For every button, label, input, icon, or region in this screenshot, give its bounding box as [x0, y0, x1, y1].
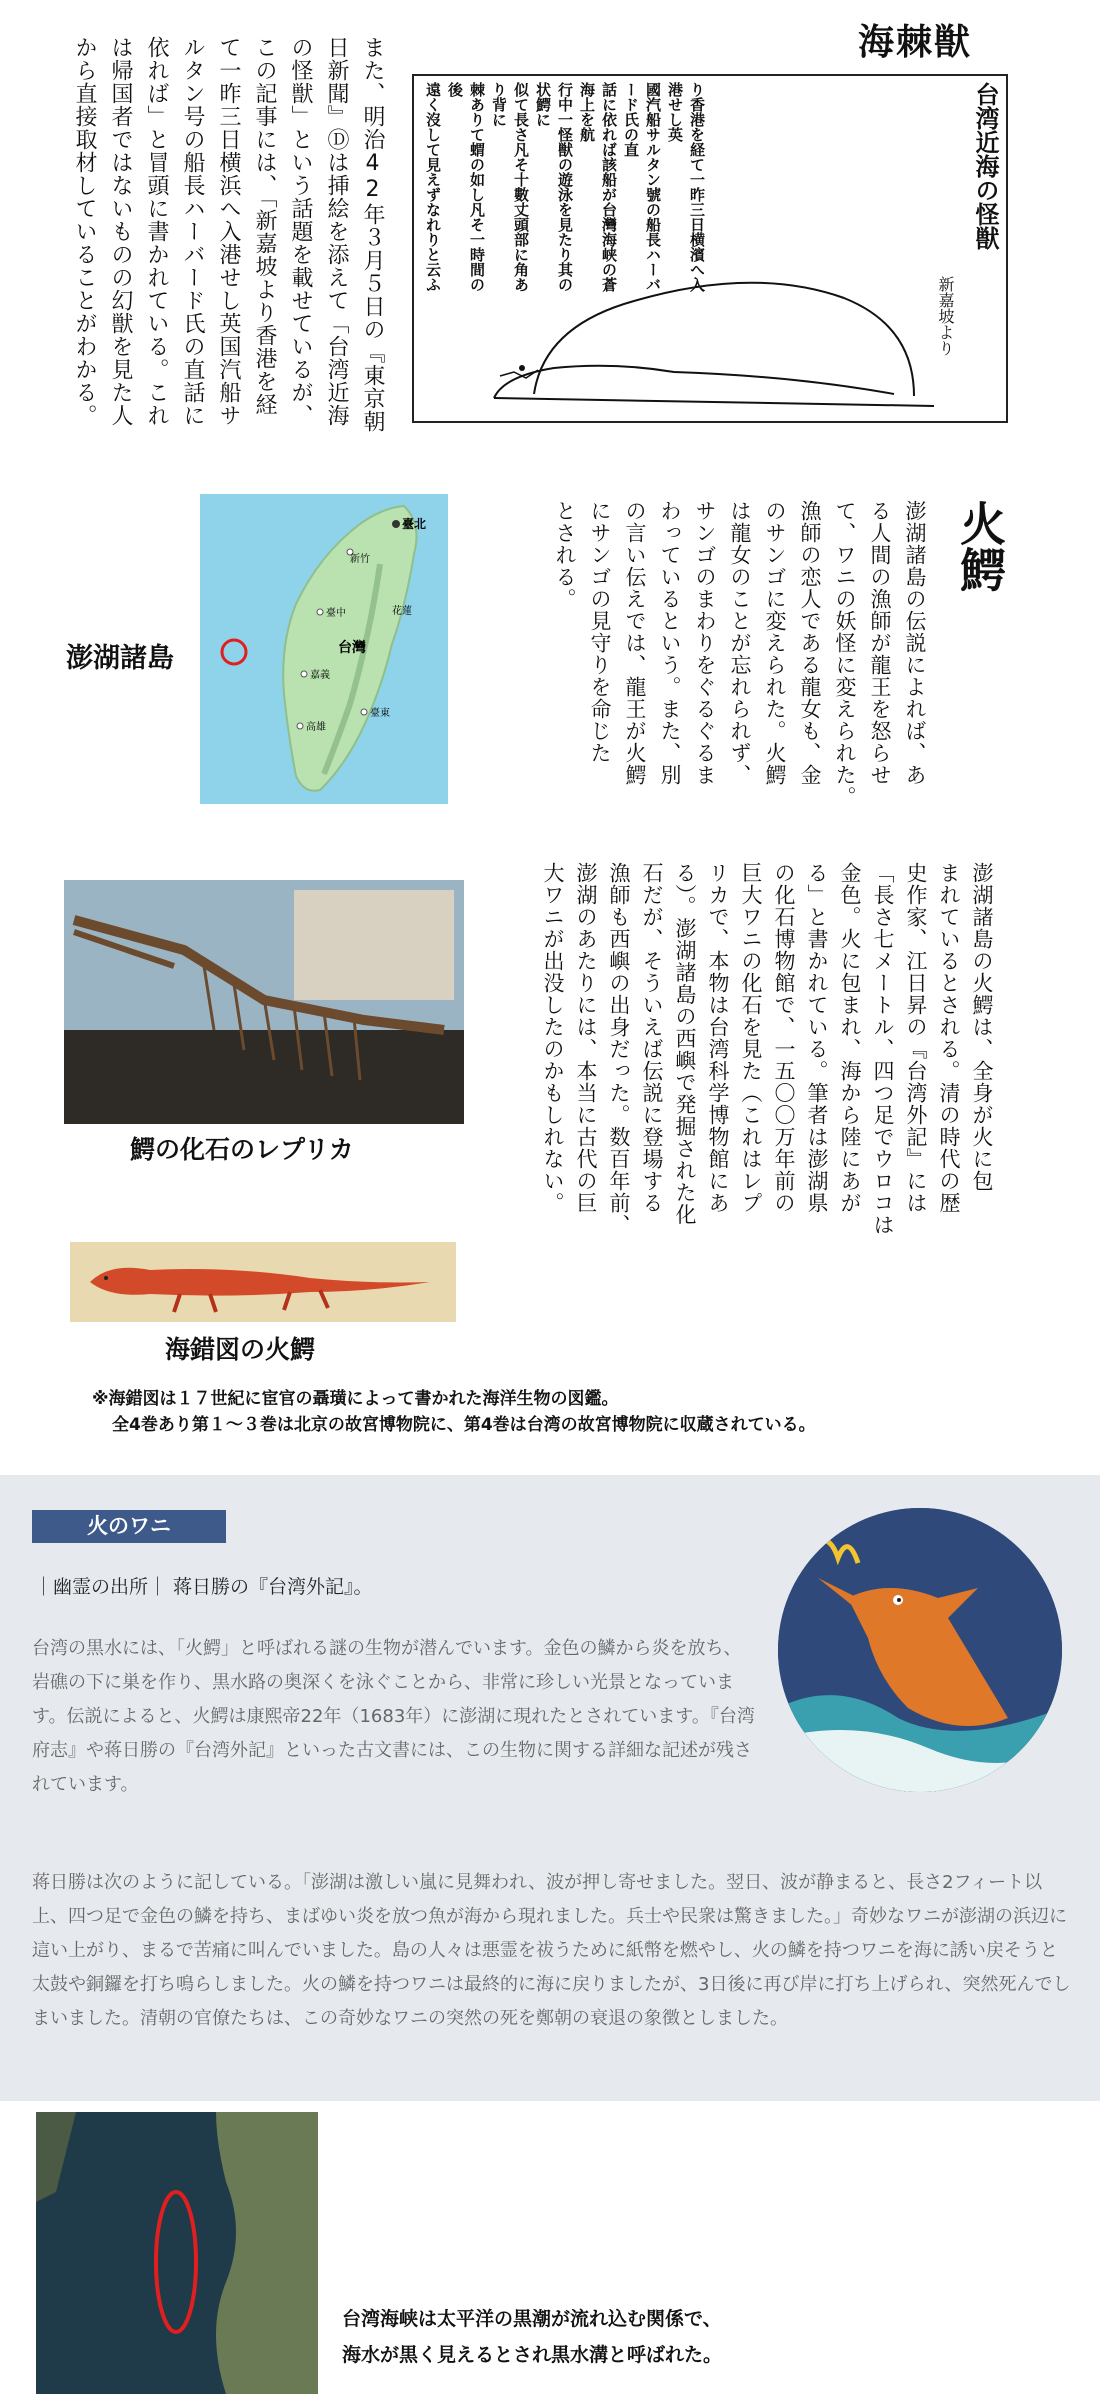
map-label-hsinchu: 新竹 [350, 554, 370, 565]
note-line-1: ※海錯図は１７世紀に宦官の聶璜によって書かれた海洋生物の図鑑。 [92, 1389, 619, 1409]
strait-caption-line-1: 台湾海峡は太平洋の黒潮が流れ込む関係で、 [342, 2308, 722, 2330]
source-line: ｜幽霊の出所｜ 蒋日勝の『台湾外記』。 [34, 1576, 373, 1598]
fire-wani-paragraph-1: 台湾の黒水には、「火鰐」と呼ばれる謎の生物が潜んでいます。金色の鱗から炎を放ち、岩礁の下に巣を作り、黒水路の奥深くを泳ぐことから、非常に珍しい光景となっています。伝説によると、火鰐は康熙帝22年（1683年）に澎湖に現れたとされています。『台湾府志』や蒋日勝の『台湾外記』といった古文書には、この生物に関する詳細な記述が残されています。 [32, 1638, 755, 1795]
penghu-label: 澎湖諸島 [66, 643, 174, 674]
taiwan-map [200, 494, 448, 804]
fossil-caption: 鰐の化石のレプリカ [130, 1135, 354, 1164]
map-label-hualien: 花蓮 [392, 606, 412, 617]
sea-thorn-beast-article: また、明治42年３月５日の『東京朝 日新聞』Ⓓは挿絵を添えて「台湾近海 の怪獣」という話題を載せているが、 この記事には、「新嘉坡より香港を経 て一昨三日横浜へ入港せし英国汽船サ ルタン号の船長ハーバード氏の直話に 依れば」と冒頭に書かれている。これ は帰国者ではないものの幻獣を見た人 から直接取材していることがわかる。 [72, 36, 385, 433]
clipping-body: り香港を経て一昨三日横濱へ入港せし英 國汽船サルタン號の船長ハーバード氏の直 話に依れば該船が台灣海峡の蒼海上を航 行中一怪獣の遊泳を見たり其の状鰐に 似て長さ凡そ十數丈頭部に角あり背に 棘ありて蝟の如し凡そ一時間の後 遠く沒して見えずなれりと云ふ [424, 82, 706, 292]
clipping-headline: 台湾近海の怪獣 [971, 82, 999, 250]
note-line-2: 全4巻あり第１～３巻は北京の故宮博物院に、第4巻は台湾の故宮博物院に収蔵されている。 [112, 1415, 816, 1435]
clipping-illustration [414, 76, 1006, 421]
sea-thorn-beast-title: 海棘獣 [858, 22, 973, 63]
fire-crocodile-text-2: 澎湖諸島の火鰐は、全身が火に包 まれているとされる。清の時代の歴 史作家、江日昇の『台湾外記』には 「長さ七メートル、四つ足でウロコは 金色。火に包まれ、海から陸にあが る」と書かれている。筆者は澎湖県 の化石博物館で、一五〇〇万年前の 巨大ワニの化石を見た（これはレプ リカで、本物は台湾科学博物館にあ る）。澎湖諸島の西嶼で発掘された化 石だが、そういえば伝説に登場する 漁師も西嶼の出身だった。数百年前、 澎湖のあたりには、本当に古代の巨 大ワニが出没したのかもしれない。 [541, 862, 994, 1236]
crocodile-fossil-photo [64, 880, 464, 1124]
fire-wani-illustration [778, 1508, 1062, 1792]
penghu-marker [222, 640, 246, 664]
map-label-kaohsiung: 高雄 [306, 722, 326, 733]
fire-wani-paragraph-2: 蒋日勝は次のように記している。「澎湖は激しい嵐に見舞われ、波が押し寄せました。翌日、波が静まると、長さ2フィート以上、四つ足で金色の鱗を持ち、まばゆい炎を放つ魚が海から現れました。兵士や民衆は驚きました。」奇妙なワニが澎湖の浜辺に這い上がり、まるで苦痛に叫んでいました。島の人々は悪霊を祓うために紙幣を燃やし、火の鱗を持つワニを海に誘い戻そうと太鼓や銅鑼を打ち鳴らしました。火の鱗を持つワニは最終的に海に戻りましたが、3日後に再び岸に打ち上げられ、突然死んでしまいました。清朝の官僚たちは、この奇妙なワニの突然の死を鄭朝の衰退の象徴としました。 [32, 1872, 1071, 2029]
map-label-taiwan: 台灣 [338, 640, 366, 656]
taiwan-strait-satellite-image [36, 2112, 318, 2394]
clipping-subhead: 新嘉坡より [936, 276, 955, 356]
haicuotu-note [92, 1386, 816, 1438]
map-label-taipei: 臺北 [402, 517, 427, 531]
strait-caption-line-2: 海水が黒く見えるとされ黒水溝と呼ばれた。 [342, 2344, 723, 2366]
newspaper-clipping [412, 74, 1008, 423]
map-label-taichung: 臺中 [326, 608, 346, 619]
fire-crocodile-text-1: 澎湖諸島の伝説によれば、あ る人間の漁師が龍王を怒らせ て、ワニの妖怪に変えられた。 漁師の恋人である龍女も、金 のサンゴに変えられた。火鰐 は龍女のことが忘れられず、 サンゴのまわりをぐるぐるま わっているという。また、別 の言い伝えでは、龍王が火鰐 にサンゴの見守りを命じた とされる。 [553, 500, 927, 808]
strait-caption [342, 2301, 722, 2373]
section-tag: 火のワニ [32, 1510, 226, 1543]
haicuotu-fire-crocodile-image [70, 1242, 456, 1322]
map-label-chiayi: 嘉義 [310, 670, 330, 681]
map-label-taitung: 臺東 [370, 708, 390, 719]
fire-crocodile-title: 火鰐 [953, 500, 1007, 592]
haicuotu-caption: 海錯図の火鰐 [165, 1335, 316, 1364]
